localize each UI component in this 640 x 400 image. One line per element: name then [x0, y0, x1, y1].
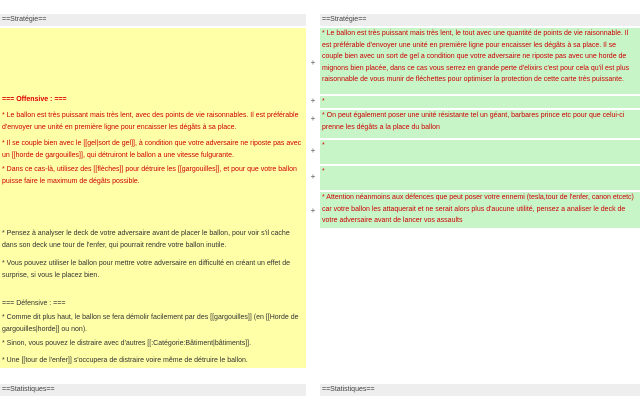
plus-marker: + — [310, 172, 316, 181]
added-line-block — [320, 166, 640, 190]
deleted-line: * Dans ce cas-là, utilisez des [[flèches]] pour détruire les [[gargouilles]], et pour que votre ballon puisse faire le maximum de dégâts possible. — [2, 166, 297, 185]
added-line-block — [320, 28, 640, 94]
deleted-line: === Offensive : === — [2, 96, 67, 103]
plus-marker: + — [310, 146, 316, 155]
plus-marker: + — [310, 58, 316, 67]
deleted-line: * Comme dit plus haut, le ballon se fera démolir facilement par des [[gargouilles]] (en [[Horde de gargouilles|horde]] ou non). — [2, 314, 299, 333]
diff-context-row-top — [0, 14, 640, 26]
deleted-line: * Vous pouvez utiliser le ballon pour mettre votre adversaire en difficulté en créant un effet de surprise, si vous le placez bien. — [2, 260, 291, 279]
plus-marker: + — [310, 206, 316, 215]
added-line: * Le ballon est très puissant mais très lent, le tout avec une quantité de points de vie raisonnable. Il est préférable d'envoyer une unité en première ligne pour encaisser les dégâts à sa place. Il se couple bien avec un sort de gel a condition que votre adversaire ne riposte pas avec une horde de mignons bien placée, dans ce cas vous serrez en grande perte d'elixirs c'est pour cela qu'il est plus raisonnable de vous munir de fléchettes pour optimiser la protection de cette carte très puissante. — [322, 30, 630, 83]
added-line: * — [322, 142, 325, 149]
added-line-block — [320, 192, 640, 228]
added-line-block — [320, 110, 640, 138]
plus-marker: + — [310, 96, 316, 105]
added-line: * Attention néanmoins aux défences que peut poser votre ennemi (tesla,tour de l'enfer, canon etcetc) car votre ballon les attaquerait et ne serait alors plus d'aucune utilité, pensez a analiser le deck de votre adversaire avant de lancer vos assaults — [322, 194, 634, 224]
deleted-line: * Une [[tour de l'enfer]] s'occupera de distraire voire même de détruire le ballon. — [2, 357, 248, 364]
deleted-line: * Le ballon est très puissant mais très lent, avec des points de vie raisonnables. Il est préférable d'envoyer une unité en première ligne pour encaisser les dégâts à sa place. — [2, 112, 299, 131]
added-line: * — [322, 168, 325, 175]
added-line-block — [320, 96, 640, 108]
added-line: * — [322, 98, 325, 105]
plus-marker: + — [310, 114, 316, 123]
context-left-bottom: ==Statistiques== — [0, 384, 306, 396]
deleted-line: * Il se couple bien avec le [[gel|sort de gel]], à condition que votre adversaire ne riposte pas avec un [[horde de gargouilles]], qui détruiront le ballon a une vitesse fulgurante. — [2, 140, 302, 159]
context-left-top: ==Stratégie== — [0, 14, 306, 26]
deleted-line: * Pensez à analyser le deck de votre adversaire avant de placer le ballon, pour voir s'il cache dans son deck une tour de l'enfer, qui pourrait rendre votre ballon inutile. — [2, 230, 290, 249]
deleted-line: * Sinon, vous pouvez le distraire avec d'autres [[:Catégorie:Bâtiment|bâtiments]]. — [2, 340, 252, 347]
context-right-bottom: ==Statistiques== — [320, 384, 640, 396]
added-line: * On peut également poser une unité résistante tel un géant, barbares prince etc pour que celui-ci prenne les dégâts a la place du ballon — [322, 112, 625, 131]
deleted-lines-panel — [0, 28, 306, 368]
context-right-top: ==Stratégie== — [320, 14, 640, 26]
deleted-line: === Défensive : === — [2, 300, 66, 307]
added-line-block — [320, 140, 640, 164]
diff-change-block — [0, 28, 640, 368]
diff-context-row-bottom — [0, 384, 640, 396]
